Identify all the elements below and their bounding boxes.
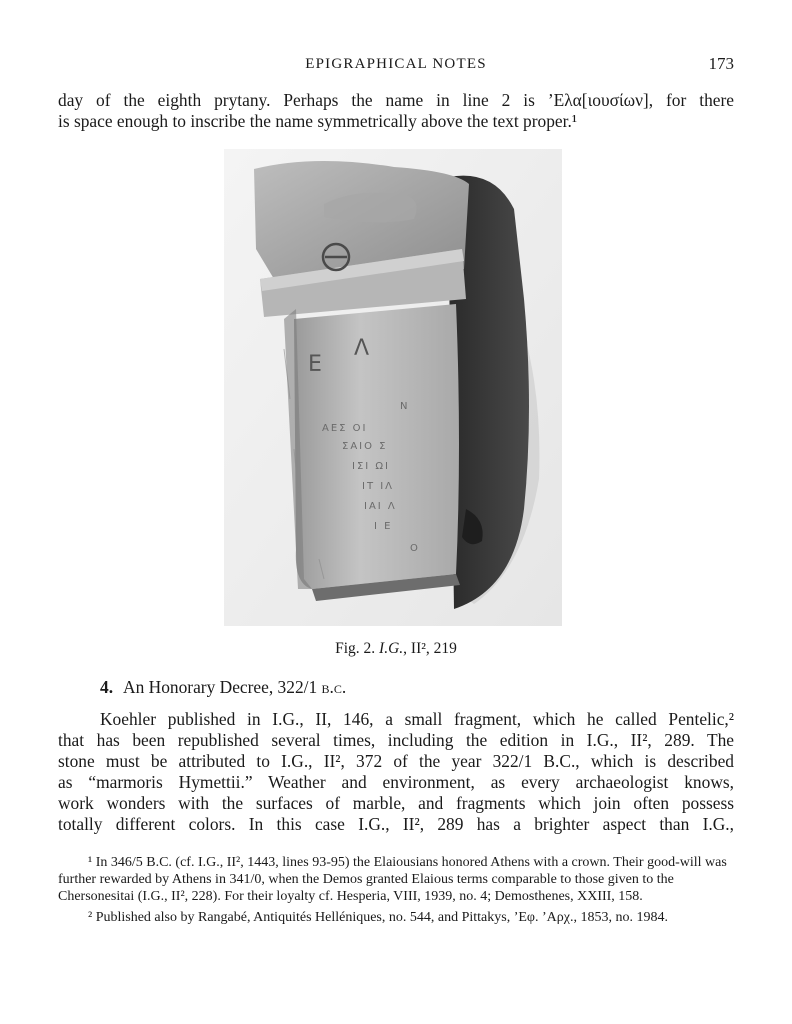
paragraph-line: stone must be attributed to I.G., II², 372 of the year 322/1 B.C., which is described	[58, 751, 734, 771]
footnote-1: ¹ In 346/5 B.C. (cf. I.G., II², 1443, lines 93-95) the Elaiousians honored Athens with a crown. Their good-will was further rewarded by Athens in 341/0, when the Demos granted Elaious terms comparable to those given to the Chersonesitai (I.G., II², 228). For their loyalty cf. Hesperia, VIII, 1939, no. 4; Demosthenes, XXIII, 158.	[58, 855, 727, 904]
running-title: EPIGRAPHICAL NOTES	[305, 56, 487, 72]
running-head	[58, 54, 734, 76]
section-heading	[100, 677, 346, 698]
svg-text:ΙΣΙ ΩΙ: ΙΣΙ ΩΙ	[352, 461, 390, 472]
figure-caption	[0, 640, 792, 658]
footnote-2: ² Published also by Rangabé, Antiquités Helléniques, no. 544, and Pittakys, ’Εφ. ’Αρχ., 1853, no. 1984.	[88, 910, 668, 925]
svg-text:Ι Ε: Ι Ε	[374, 521, 393, 532]
intro-line: is space enough to inscribe the name symmetrically above the text proper.¹	[58, 111, 578, 131]
paragraph-line: work wonders with the surfaces of marble, and fragments which join often possess	[58, 793, 734, 813]
svg-text:ΙΑΙ Λ: ΙΑΙ Λ	[364, 501, 397, 512]
svg-text:ΑΕΣ ΟΙ: ΑΕΣ ΟΙ	[322, 423, 368, 434]
inscribed-stone-photo	[224, 149, 562, 626]
section-title: An Honorary Decree, 322/1	[123, 677, 322, 697]
intro-paragraph	[58, 90, 734, 132]
main-paragraph	[58, 709, 734, 835]
svg-text:ΣΑΙΟ Σ: ΣΑΙΟ Σ	[342, 441, 388, 452]
section-title-era: b.c.	[321, 677, 347, 697]
svg-text:Λ: Λ	[354, 336, 370, 361]
paragraph-line: totally different colors. In this case I.G., II², 289 has a brighter aspect than I.G.,	[58, 814, 734, 834]
footnotes	[58, 854, 734, 930]
svg-text:Ε: Ε	[308, 352, 322, 377]
svg-text:Ο: Ο	[410, 543, 420, 554]
page-number: 173	[708, 54, 734, 73]
svg-text:Ν: Ν	[400, 401, 410, 412]
intro-line: day of the eighth prytany. Perhaps the name in line 2 is ’Ελα[ιουσίων], for there	[58, 90, 734, 110]
caption-prefix: Fig. 2.	[335, 640, 380, 657]
section-number: 4.	[100, 677, 114, 697]
caption-rest: , II², 219	[403, 640, 457, 657]
paragraph-line: as “marmoris Hymettii.” Weather and environment, as every archaeologist knows,	[58, 772, 734, 792]
svg-text:ΙΤ ΙΛ: ΙΤ ΙΛ	[362, 481, 395, 492]
caption-ref: I.G.	[379, 640, 404, 657]
figure-photograph	[224, 149, 562, 626]
paragraph-line: Koehler published in I.G., II, 146, a small fragment, which he called Pentelic,²	[100, 709, 734, 729]
paragraph-line: that has been republished several times, including the edition in I.G., II², 289. The	[58, 730, 734, 750]
